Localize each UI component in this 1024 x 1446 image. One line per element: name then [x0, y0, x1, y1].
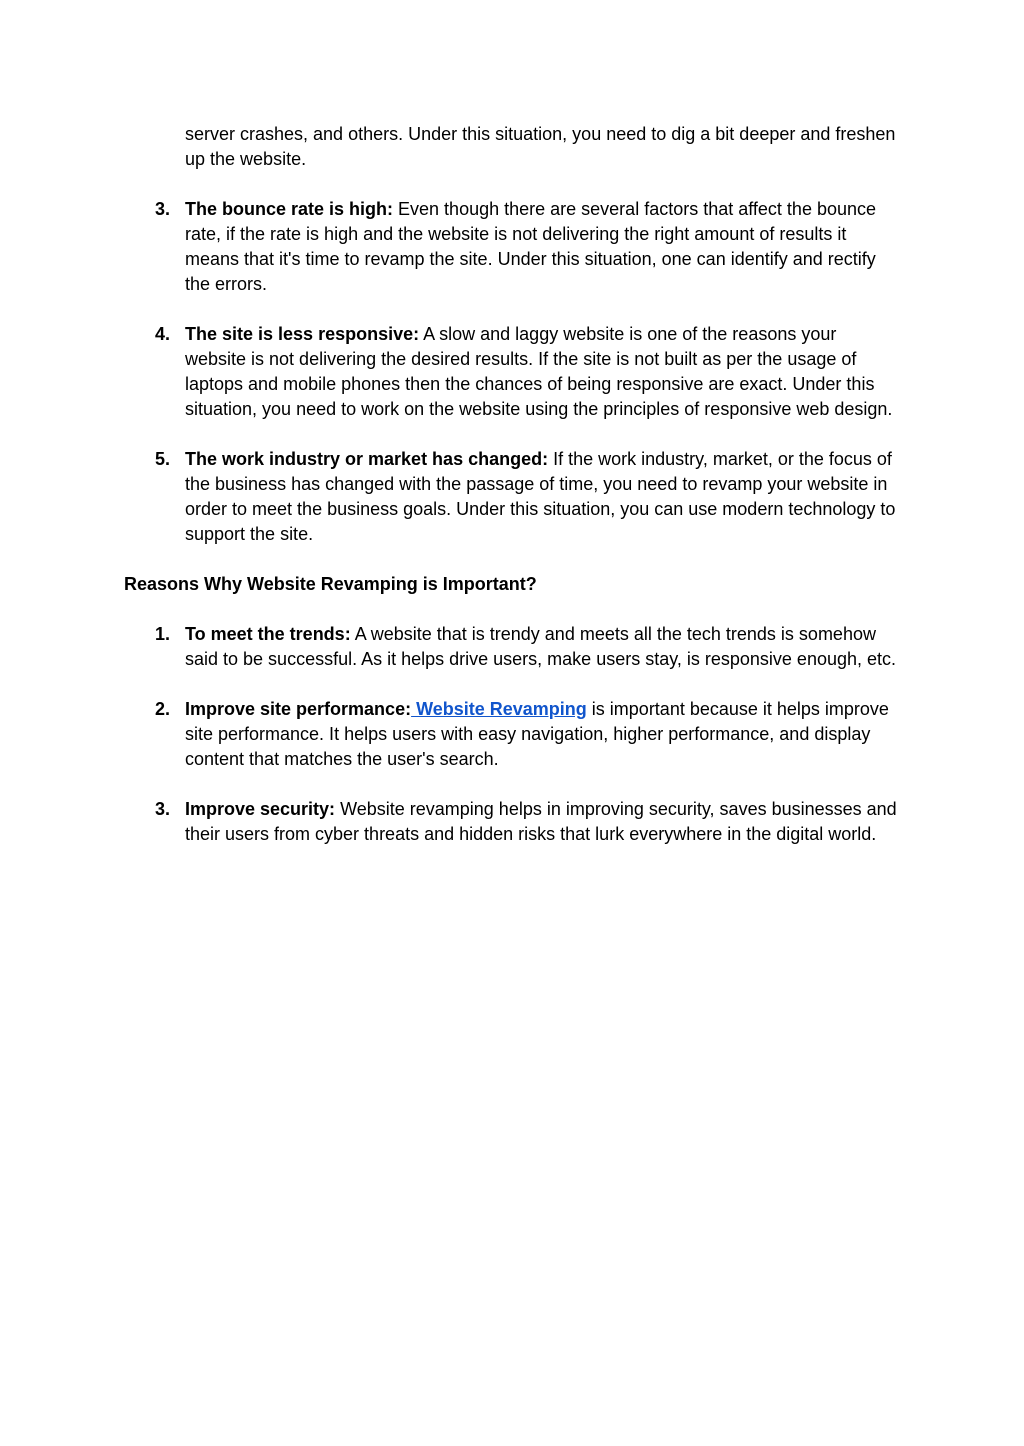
signs-list: [124, 197, 900, 547]
item-text: A website that is trendy and meets all the tech trends is somehow said to be successful. As it helps drive users, make users stay, is responsive enough, etc.: [185, 624, 897, 669]
item-text: Even though there are several factors that affect the bounce rate, if the rate is high and the website is not delivering the right amount of results it means that it's time to revamp the site. Under this situation, one can identify and rectify the errors.: [185, 199, 877, 294]
item-lead: The bounce rate is high:: [185, 199, 394, 219]
item-lead: Improve site performance:: [185, 699, 412, 719]
list-item: [124, 622, 900, 672]
item-lead: The site is less responsive:: [185, 324, 420, 344]
item-text: Website revamping helps in improving security, saves businesses and their users from cyber threats and hidden risks that lurk everywhere in the digital world.: [185, 799, 897, 844]
list-item: [124, 197, 900, 297]
list-number: 3.: [155, 799, 171, 819]
item-text: is important because it helps improve site performance. It helps users with easy navigation, higher performance, and display content that matches the user's search.: [185, 699, 889, 769]
intro-continuation-paragraph: server crashes, and others. Under this situation, you need to dig a bit deeper and freshen up the website.: [185, 124, 896, 169]
document-body: [124, 122, 900, 872]
website-revamping-link[interactable]: Website Revamping: [411, 699, 587, 719]
list-item: [124, 447, 900, 547]
list-item: [124, 797, 900, 847]
item-lead: To meet the trends:: [185, 624, 351, 644]
list-number: 4.: [155, 324, 171, 344]
list-number: 2.: [155, 699, 171, 719]
section-heading: Reasons Why Website Revamping is Important?: [124, 574, 537, 594]
item-text: If the work industry, market, or the focus of the business has changed with the passage of time, you need to revamp your website in order to meet the business goals. Under this situation, you can use modern technology to support the site.: [185, 449, 896, 544]
item-text: A slow and laggy website is one of the reasons your website is not delivering the desired results. If the site is not built as per the usage of laptops and mobile phones then the chances of being responsive are exact. Under this situation, you need to work on the website using the principles of responsive web design.: [185, 324, 893, 419]
reasons-list: [124, 622, 900, 847]
item-lead: The work industry or market has changed:: [185, 449, 549, 469]
list-number: 5.: [155, 449, 171, 469]
list-item: [124, 322, 900, 422]
item-lead: Improve security:: [185, 799, 336, 819]
list-number: 1.: [155, 624, 171, 644]
list-number: 3.: [155, 199, 171, 219]
list-item: [124, 697, 900, 772]
